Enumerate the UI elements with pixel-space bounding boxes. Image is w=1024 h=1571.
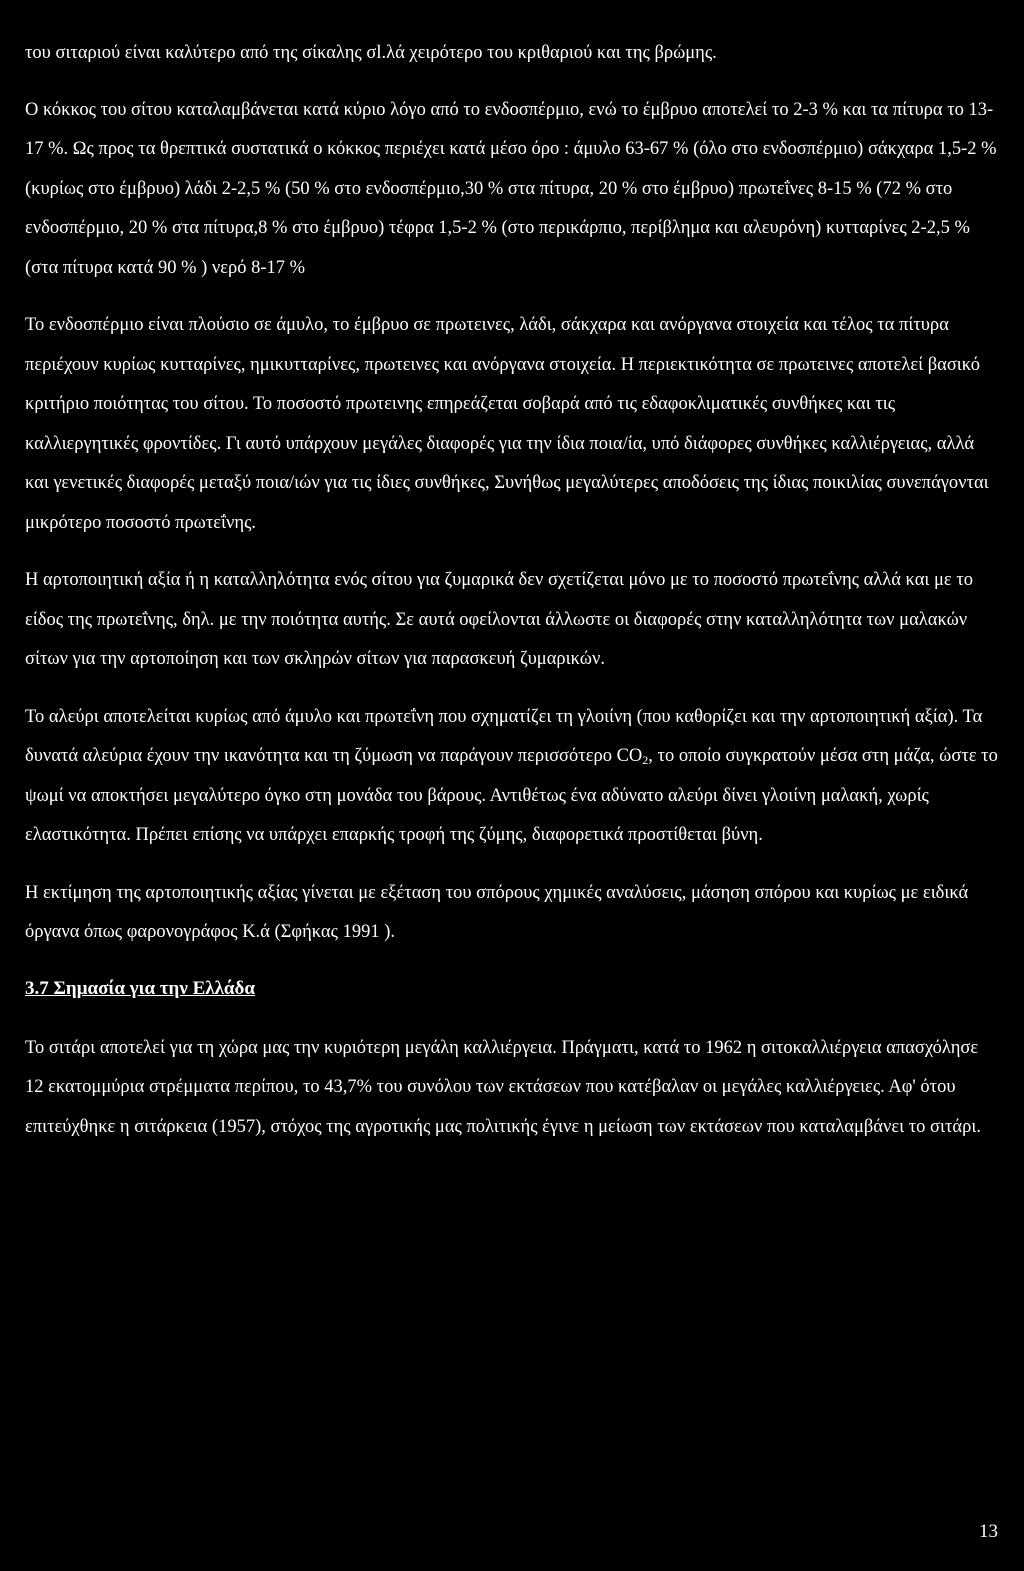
- paragraph-7: Το σιτάρι αποτελεί για τη χώρα μας την κυριότερη μεγάλη καλλιέργεια. Πράγματι, κατά το 1962 η σιτοκαλλιέργεια απασχόλησε 12 εκατομμύρια στρέμματα περίπου, το 43,7% του συνόλου των εκτάσεων που κατέβαλαν οι μεγάλες καλλιέργειες. Αφ' ότου επιτεύχθηκε η σιτάρκεια (1957), στόχος της αγροτικής μας πολιτικής έγινε η μείωση των εκτάσεων που καταλαμβάνει το σιτάρι.: [25, 1037, 981, 1137]
- paragraph-6: Η εκτίμηση της αρτοποιητικής αξίας γίνεται με εξέταση του σπόρους χημικές αναλύσεις, μάσηση σπόρου και κυρίως με ειδικά όργανα όπως φαρονογράφος Κ.ά (Σφήκας 1991 ).: [25, 882, 969, 942]
- paragraph-5-part-2: , το οποίο συγκρατούν μέσα στη μάζα, ώστε το ψωμί να αποκτήσει μεγαλύτερο όγκο στη μονάδα του βάρους. Αντιθέτως ένα αδύνατο αλεύρι δίνει γλοιίνη μαλακή, χωρίς ελαστικότητα. Πρέπει επίσης να υπάρχει επαρκής τροφή της ζύμης, διαφορετικά προστίθεται βύνη.: [25, 746, 998, 845]
- document-page: [25, 34, 1000, 1147]
- paragraph-3: Το ενδοσπέρμιο είναι πλούσιο σε άμυλο, το έμβρυο σε πρωτεινες, λάδι, σάκχαρα και ανόργανα στοιχεία και τέλος τα πίτυρα περιέχουν κυρίως κυτταρίνες, ημικυτταρίνες, πρωτεινες και ανόργανα στοιχεία. Η περιεκτικότητα σε πρωτεινες αποτελεί βασικό κριτήριο ποιότητας του σίτου. Το ποσοστό πρωτεινης επηρεάζεται σοβαρά από τις εδαφοκλιματικές συνθήκες και τις καλλιεργητικές φροντίδες. Γι αυτό υπάρχουν μεγάλες διαφορές για την ίδια ποια/ία, υπό διάφορες συνθήκες καλλιέργειας, αλλά και γενετικές διαφορές μεταξύ ποια/ιών για τις ίδιες συνθήκες, Συνήθως μεγαλύτερες αποδόσεις της ίδιας ποικιλίας συνεπάγονται μικρότερο ποσοστό πρωτεΐνης.: [25, 315, 989, 533]
- page-number: 13: [979, 1521, 998, 1542]
- paragraph-2: Ο κόκκος του σίτου καταλαμβάνεται κατά κύριο λόγο από το ενδοσπέρμιο, ενώ το έμβρυο αποτελεί το 2-3 % και τα πίτυρα το 13-17 %. Ως προς τα θρεπτικά συστατικά ο κόκκος περιέχει κατά μέσο όρο : άμυλο 63-67 % (όλο στο ενδοσπέρμιο) σάκχαρα 1,5-2 % (κυρίως στο έμβρυο) λάδι 2-2,5 % (50 % στο ενδοσπέρμιο,30 % στα πίτυρα, 20 % στο έμβρυο) πρωτεΐνες 8-15 % (72 % στο ενδοσπέρμιο, 20 % στα πίτυρα,8 % στο έμβρυο) τέφρα 1,5-2 % (στο περικάρπιο, περίβλημα και αλευρόνη) κυτταρίνες 2-2,5 % (στα πίτυρα κατά 90 % ) νερό 8-17 %: [25, 99, 997, 278]
- paragraph-4: Η αρτοποιητική αξία ή η καταλληλότητα ενός σίτου για ζυμαρικά δεν σχετίζεται μόνο με το ποσοστό πρωτεΐνης αλλά και με το είδος της πρωτεΐνης, δηλ. με την ποιότητα αυτής. Σε αυτά οφείλονται άλλωστε οι διαφορές στην καταλληλότητα των μαλακών σίτων για την αρτοποίηση και των σκληρών σίτων για παρασκευή ζυμαρικών.: [25, 570, 973, 669]
- paragraph-5-part-1: Το αλεύρι αποτελείται κυρίως από άμυλο και πρωτεΐνη που σχηματίζει τη γλοιίνη (που καθορίζει και την αρτοποιητική αξία). Τα δυνατά αλεύρια έχουν την ικανότητα και τη ζύμωση να παράγουν περισσότερο CO: [25, 706, 983, 766]
- paragraph-5: [25, 698, 1000, 856]
- section-heading: 3.7 Σημασία για την Ελλάδα: [25, 977, 255, 999]
- paragraph-1: του σιταριού είναι καλύτερο από της σίκαλης σl.λά χειρότερο του κριθαριού και της βρώμης.: [25, 43, 717, 63]
- co2-subscript: 2: [642, 753, 649, 767]
